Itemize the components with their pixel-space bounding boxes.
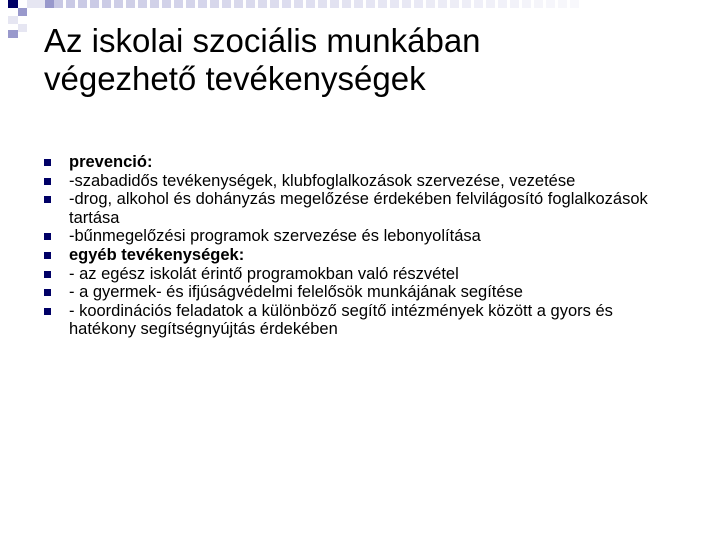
strip-square (78, 0, 87, 8)
strip-square (534, 0, 543, 8)
list-item (44, 172, 684, 191)
square-bullet-icon (44, 289, 51, 296)
strip-square (390, 0, 399, 8)
strip-square (114, 0, 123, 8)
list-item-text: - az egész iskolát érintő programokban való részvétel (69, 264, 459, 283)
bullet-list (44, 153, 684, 339)
strip-square (210, 0, 219, 8)
list-item (44, 265, 684, 284)
strip-square (498, 0, 507, 8)
list-item (44, 190, 684, 227)
list-item-text: - koordinációs feladatok a különböző segítő intézmények között a gyors és hatékony segítségnyújtás érdekében (69, 301, 613, 339)
strip-square (294, 0, 303, 8)
strip-square (402, 0, 411, 8)
strip-square (306, 0, 315, 8)
square-bullet-icon (44, 178, 51, 185)
strip-square (282, 0, 291, 8)
list-item-text: -drog, alkohol és dohányzás megelőzése érdekében felvilágosító foglalkozások tartása (69, 190, 648, 227)
strip-square (66, 0, 75, 8)
strip-square (186, 0, 195, 8)
strip-square (558, 0, 567, 8)
strip-square (426, 0, 435, 8)
list-item-text: -szabadidős tevékenységek, klubfoglalkozások szervezése, vezetése (69, 171, 576, 190)
strip-square (150, 0, 159, 8)
strip-square (450, 0, 459, 8)
strip-square (54, 0, 63, 8)
square-bullet-icon (44, 159, 51, 166)
strip-square (414, 0, 423, 8)
strip-square (438, 0, 447, 8)
strip-square (570, 0, 579, 8)
top-strip-squares (54, 0, 579, 8)
slide-title-line-2: végezhető tevékenységek (44, 60, 426, 97)
strip-square (174, 0, 183, 8)
strip-square (366, 0, 375, 8)
square-bullet-icon (44, 271, 51, 278)
square-bullet-icon (44, 308, 51, 315)
strip-square (474, 0, 483, 8)
strip-square (330, 0, 339, 8)
strip-square (546, 0, 555, 8)
list-item-text: prevenció: (69, 153, 153, 171)
list-item (44, 283, 684, 302)
strip-square (270, 0, 279, 8)
strip-square (378, 0, 387, 8)
strip-square (486, 0, 495, 8)
list-item-text: - a gyermek- és ifjúságvédelmi felelősök munkájának segítése (69, 283, 523, 302)
list-item (44, 246, 684, 265)
strip-square (354, 0, 363, 8)
strip-square (258, 0, 267, 8)
slide-title (44, 22, 704, 98)
strip-square (138, 0, 147, 8)
strip-square (234, 0, 243, 8)
list-item (44, 153, 684, 172)
square-bullet-icon (44, 252, 51, 259)
strip-square (126, 0, 135, 8)
strip-square (318, 0, 327, 8)
strip-square (102, 0, 111, 8)
strip-square (522, 0, 531, 8)
strip-square (462, 0, 471, 8)
square-bullet-icon (44, 233, 51, 240)
strip-square (510, 0, 519, 8)
slide-title-line-1: Az iskolai szociális munkában (44, 22, 481, 59)
square-bullet-icon (44, 196, 51, 203)
list-item (44, 227, 684, 246)
strip-square (246, 0, 255, 8)
list-item-text: egyéb tevékenységek: (69, 245, 245, 264)
strip-square (162, 0, 171, 8)
strip-square (90, 0, 99, 8)
list-item-text: -bűnmegelőzési programok szervezése és lebonyolítása (69, 227, 481, 246)
strip-square (222, 0, 231, 8)
strip-square (342, 0, 351, 8)
list-item (44, 302, 684, 339)
strip-square (198, 0, 207, 8)
